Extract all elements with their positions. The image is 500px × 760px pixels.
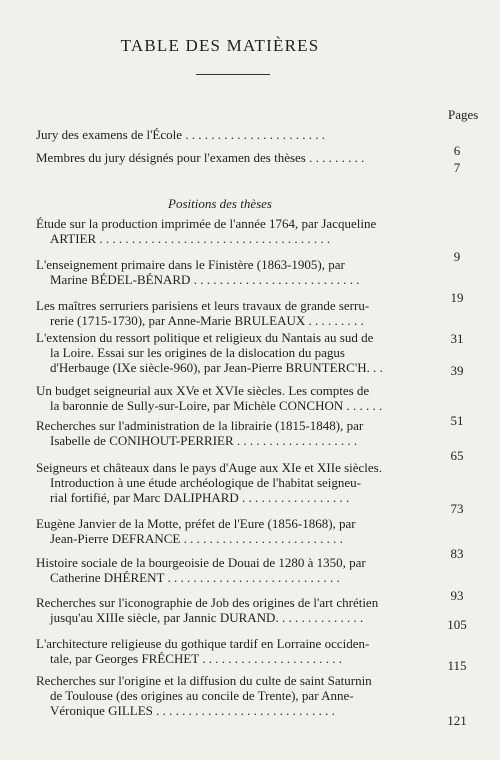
- entry-line: rerie (1715-1730), par Anne-Marie BRULEAUX . . . . . . . . .: [50, 313, 364, 328]
- entry-line: Jury des examens de l'École . . . . . . . . . . . . . . . . . . . . . .: [36, 127, 326, 142]
- entry-line: d'Herbauge (IXe siècle-960), par Jean-Pierre BRUNTERC'H. . .: [50, 360, 383, 375]
- page-number: 51: [450, 413, 464, 428]
- entry-line: Recherches sur l'origine et la diffusion du culte de saint Saturnin: [36, 673, 372, 688]
- page-number: 7: [453, 160, 461, 175]
- page-number: 73: [450, 501, 464, 516]
- entry-line: Seigneurs et châteaux dans le pays d'Auge aux XIe et XIIe siècles.: [36, 460, 382, 475]
- entry-line: Recherches sur l'administration de la librairie (1815-1848), par: [36, 418, 364, 433]
- entry-line: Les maîtres serruriers parisiens et leurs travaux de grande serru-: [36, 298, 370, 313]
- thesis-entry: [36, 555, 424, 585]
- entry-line: Introduction à une étude archéologique de l'habitat seigneu-: [50, 475, 361, 490]
- entry-line: Eugène Janvier de la Motte, préfet de l'Eure (1856-1868), par: [36, 516, 356, 531]
- thesis-entry: [36, 298, 424, 328]
- entry-line: Un budget seigneurial aux XVe et XVIe siècles. Les comptes de: [36, 383, 370, 398]
- page-number: 93: [450, 588, 464, 603]
- thesis-entry: [36, 257, 424, 287]
- entry-line: la baronnie de Sully-sur-Loire, par Michèle CONCHON . . . . . .: [50, 398, 383, 413]
- page-number: 9: [453, 249, 461, 264]
- thesis-entry: [36, 460, 424, 505]
- thesis-entry: [36, 418, 424, 448]
- thesis-entry: [36, 673, 424, 718]
- entry-line: Jean-Pierre DEFRANCE . . . . . . . . . . . . . . . . . . . . . . . . .: [50, 531, 343, 546]
- entry-line: Véronique GILLES . . . . . . . . . . . . . . . . . . . . . . . . . . . .: [50, 703, 335, 718]
- entry-line: L'enseignement primaire dans le Finistère (1863-1905), par: [36, 257, 345, 272]
- thesis-entry: [36, 216, 424, 246]
- title-rule: [196, 74, 270, 75]
- page-number: 115: [447, 658, 467, 673]
- entry-line: ARTIER . . . . . . . . . . . . . . . . . . . . . . . . . . . . . . . . . . . .: [50, 231, 331, 246]
- front-entry: [36, 127, 424, 142]
- page-number: 19: [450, 290, 464, 305]
- page-number: 121: [447, 713, 467, 728]
- thesis-entry: [36, 595, 424, 625]
- entry-line: Catherine DHÉRENT . . . . . . . . . . . . . . . . . . . . . . . . . . .: [50, 570, 340, 585]
- thesis-entry: [36, 516, 424, 546]
- entry-line: Marine BÉDEL-BÉNARD . . . . . . . . . . . . . . . . . . . . . . . . . .: [50, 272, 360, 287]
- thesis-entry: [36, 330, 424, 375]
- page-number: 6: [453, 143, 461, 158]
- entry-line: jusqu'au XIIIe siècle, par Jannic DURAND. . . . . . . . . . . . . .: [50, 610, 364, 625]
- page-number: 65: [450, 448, 464, 463]
- entry-line: la Loire. Essai sur les origines de la dislocation du pagus: [50, 345, 345, 360]
- front-entry: [36, 150, 424, 165]
- entry-line: Isabelle de CONIHOUT-PERRIER . . . . . . . . . . . . . . . . . . .: [50, 433, 358, 448]
- page-title: TABLE DES MATIÈRES: [120, 36, 320, 55]
- entry-line: Histoire sociale de la bourgeoisie de Douai de 1280 à 1350, par: [36, 555, 366, 570]
- entry-line: Recherches sur l'iconographie de Job des origines de l'art chrétien: [36, 595, 379, 610]
- thesis-entry: [36, 636, 424, 666]
- page-number: 83: [450, 546, 464, 561]
- entry-line: Membres du jury désignés pour l'examen des thèses . . . . . . . . .: [36, 150, 365, 165]
- page-number: 39: [450, 363, 464, 378]
- entry-line: tale, par Georges FRÉCHET . . . . . . . . . . . . . . . . . . . . . .: [50, 651, 342, 666]
- entry-line: L'architecture religieuse du gothique tardif en Lorraine occiden-: [36, 636, 370, 651]
- entry-line: de Toulouse (des origines au concile de Trente), par Anne-: [50, 688, 354, 703]
- page-number: 31: [450, 331, 464, 346]
- section-title: Positions des thèses: [168, 196, 272, 211]
- page-number: 105: [447, 617, 467, 632]
- entry-line: rial fortifié, par Marc DALIPHARD . . . . . . . . . . . . . . . . .: [50, 490, 350, 505]
- thesis-entry: [36, 383, 424, 413]
- entry-line: Étude sur la production imprimée de l'année 1764, par Jacqueline: [36, 216, 377, 231]
- entry-line: L'extension du ressort politique et religieux du Nantais au sud de: [36, 330, 374, 345]
- pages-column-label: Pages: [448, 107, 479, 122]
